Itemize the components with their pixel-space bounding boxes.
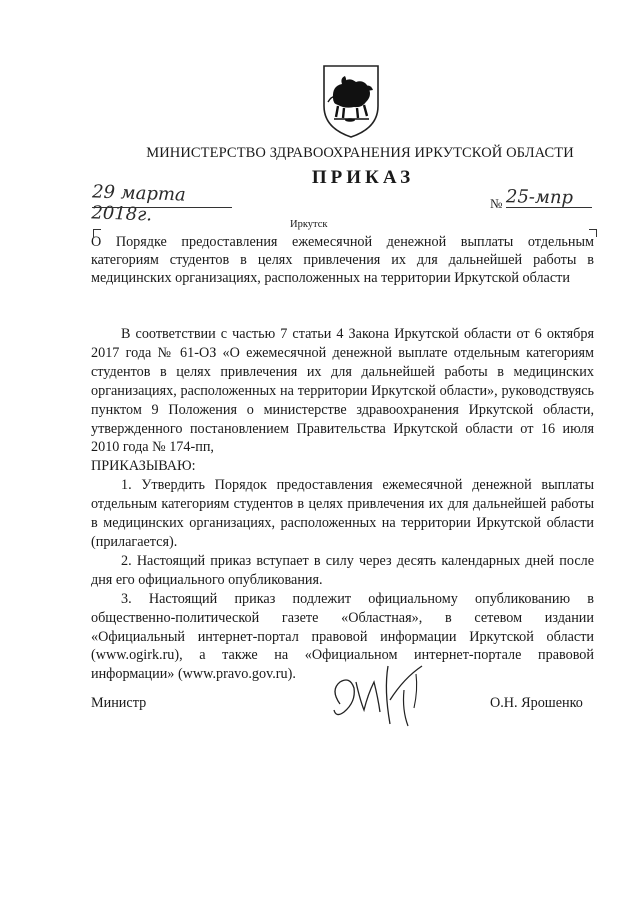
order-number-handwritten: 25-мпр (505, 186, 574, 209)
signatory-name: О.Н. Ярошенко (490, 695, 583, 711)
order-date-handwritten: 29 марта 2018г. (91, 181, 187, 226)
order-item-3: 3. Настоящий приказ подлежит официальному опубликованию в общественно-политической газете «Областная», в сетевом издании «Официальный интернет-портал правовой информации Иркутской области (www.ogirk.ru), а также на «Официальном интернет-портале правовой информации» (www.pravo.gov.ru). (91, 590, 594, 683)
order-word: ПРИКАЗЫВАЮ: (91, 458, 196, 475)
coat-of-arms-emblem (320, 62, 382, 140)
order-item-2: 2. Настоящий приказ вступает в силу через десять календарных дней после дня его официального опубликования. (91, 552, 594, 588)
signatory-title: Министр (91, 695, 147, 711)
ministry-name: МИНИСТЕРСТВО ЗДРАВООХРАНЕНИЯ ИРКУТСКОЙ ОБЛАСТИ (146, 145, 574, 161)
order-item-1: 1. Утвердить Порядок предоставления ежемесячной денежной выплаты отдельным категориям студентов в целях привлечения их для дальнейшей работы в медицинских организациях, расположенных на территории Иркутской области (прилагается). (91, 477, 594, 550)
number-underline (506, 207, 592, 208)
order-number-label: № (490, 196, 503, 211)
handwritten-signature (326, 660, 441, 732)
order-body (91, 325, 594, 684)
preamble-paragraph: В соответствии с частью 7 статьи 4 Закона Иркутской области от 6 октября 2017 года № 61-ОЗ «О ежемесячной денежной выплате отдельным категориям студентов в целях привлечения их для дальнейшей работы в медицинских организациях, расположенных на территории Иркутской области», руководствуясь пунктом 9 Положения о министерстве здравоохранения Иркутской области, утвержденного постановлением Правительства Иркутской области от 16 июля 2010 года № 174-пп, (91, 326, 594, 456)
order-subject: О Порядке предоставления ежемесячной денежной выплаты отдельным категориям студентов в целях привлечения их для дальнейшей работы в медицинских организациях, расположенных на территории Иркутской области (91, 234, 594, 286)
city-name: Иркутск (290, 219, 328, 230)
document-type-title: ПРИКАЗ (311, 167, 415, 188)
date-underline (92, 207, 232, 208)
